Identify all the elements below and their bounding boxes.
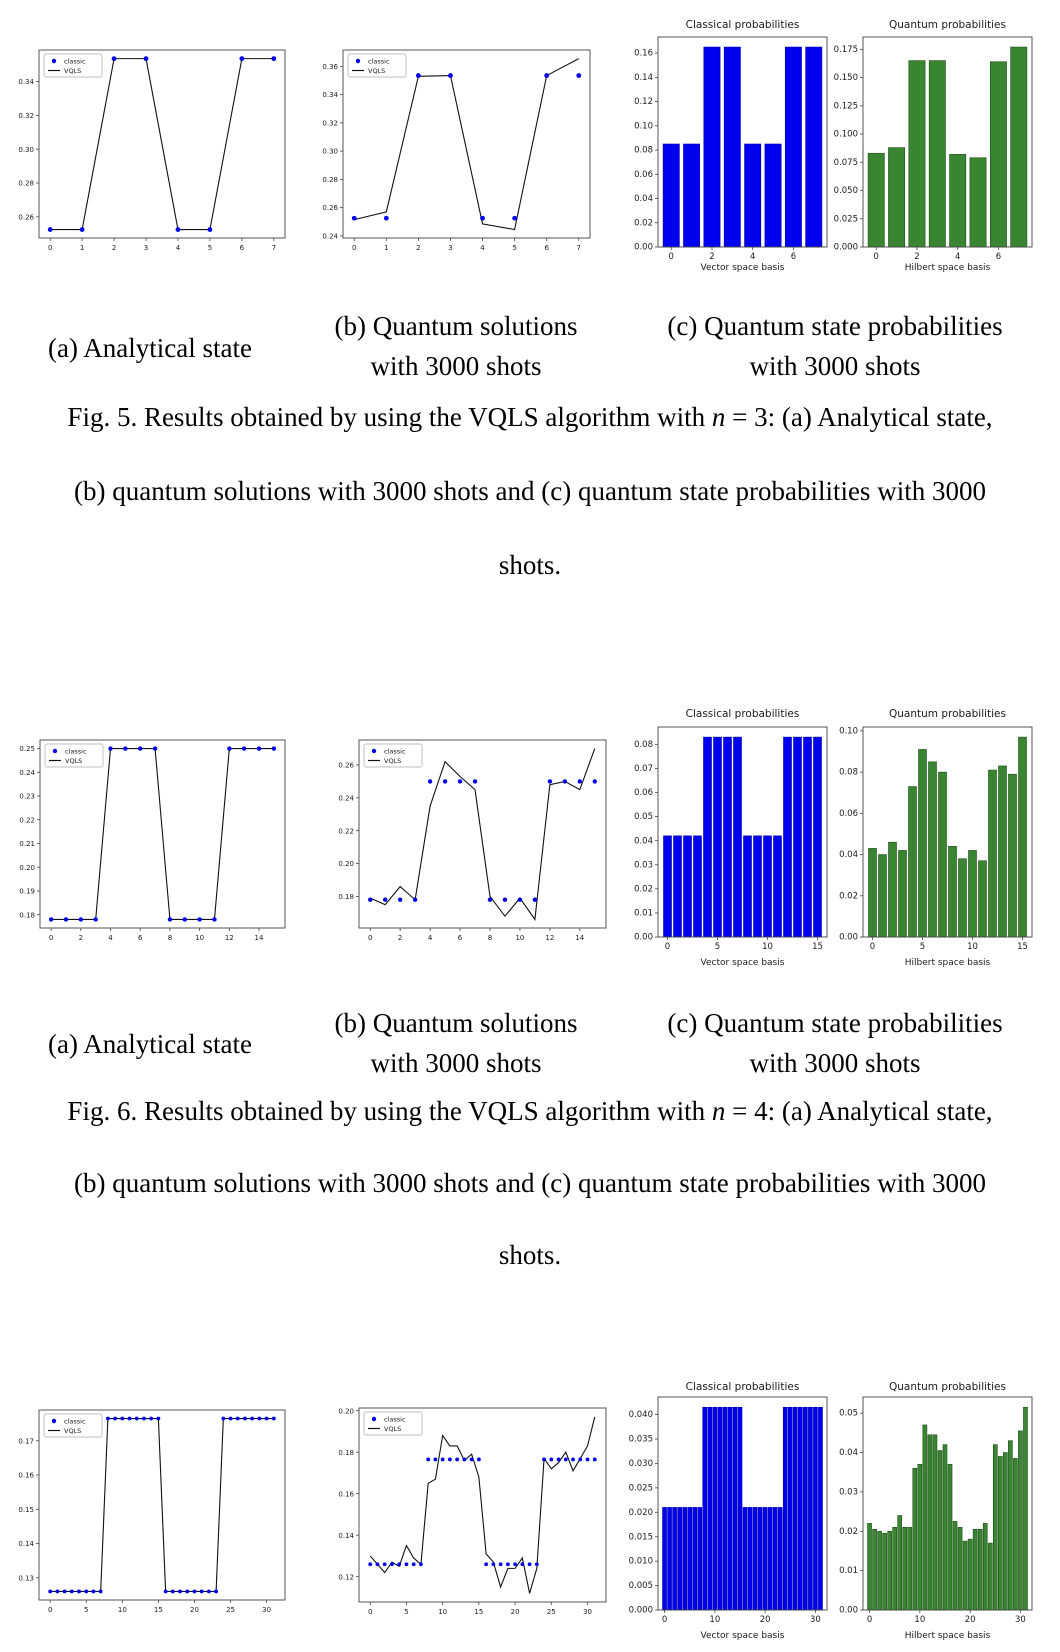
svg-text:10: 10 (438, 1608, 448, 1616)
svg-text:0.025: 0.025 (628, 1483, 653, 1494)
svg-text:VQLS: VQLS (368, 67, 386, 75)
fig6-analytical-chart (2, 668, 294, 968)
svg-text:0.34: 0.34 (322, 91, 338, 100)
svg-text:0.00: 0.00 (839, 932, 858, 943)
fig5-classical-probabilities-chart (600, 8, 840, 276)
svg-text:15: 15 (153, 1606, 163, 1614)
svg-text:Quantum probabilities: Quantum probabilities (888, 708, 1007, 720)
svg-text:Quantum probabilities: Quantum probabilities (888, 1381, 1007, 1393)
svg-text:0.035: 0.035 (628, 1434, 653, 1445)
fig7-quantum-solutions-chart (316, 1380, 610, 1652)
svg-text:0.24: 0.24 (19, 768, 35, 777)
fig5-subcaption-b-line2: with 3000 shots (370, 351, 542, 381)
svg-text:0.125: 0.125 (833, 101, 858, 112)
svg-text:classic: classic (368, 57, 390, 66)
svg-text:7: 7 (271, 244, 277, 252)
svg-text:0.175: 0.175 (833, 44, 858, 55)
fig6-classical-probabilities-chart (600, 668, 840, 978)
svg-text:0.36: 0.36 (322, 62, 338, 71)
svg-text:0.26: 0.26 (322, 204, 338, 213)
svg-text:0.02: 0.02 (839, 1526, 858, 1537)
svg-text:0.34: 0.34 (18, 78, 34, 87)
svg-text:0.20: 0.20 (19, 863, 35, 872)
svg-text:0.12: 0.12 (634, 97, 653, 108)
svg-text:0: 0 (48, 934, 54, 942)
svg-text:30: 30 (1015, 1615, 1026, 1625)
fig5-caption-line2: (b) quantum solutions with 3000 shots and (c) quantum state probabilities with 3000 (74, 476, 986, 506)
svg-text:0: 0 (661, 1615, 668, 1625)
svg-text:0.16: 0.16 (634, 48, 653, 59)
fig6-caption-line1-suffix: = 4: (a) Analytical state, (725, 1096, 993, 1126)
svg-text:5: 5 (714, 942, 721, 952)
svg-text:14: 14 (575, 934, 585, 942)
svg-text:12: 12 (224, 934, 234, 942)
svg-text:2: 2 (914, 252, 920, 262)
svg-text:0: 0 (668, 252, 674, 262)
svg-text:0.22: 0.22 (19, 816, 35, 825)
svg-text:Vector space basis: Vector space basis (700, 1631, 785, 1641)
svg-text:0.22: 0.22 (338, 827, 354, 836)
svg-text:0.015: 0.015 (628, 1532, 653, 1543)
fig5-subcaption-a (0, 306, 300, 368)
fig6-subcaption-b (300, 1003, 612, 1083)
svg-text:0.18: 0.18 (338, 1448, 354, 1457)
svg-text:0.20: 0.20 (338, 860, 354, 869)
fig7-quantum-probabilities-chart (810, 1380, 1060, 1652)
svg-text:2: 2 (397, 934, 403, 942)
fig6-caption-variable: n (711, 1096, 726, 1126)
svg-text:3: 3 (448, 244, 453, 252)
svg-text:0.150: 0.150 (833, 73, 858, 84)
fig7-analytical-chart (2, 1380, 294, 1652)
svg-text:0: 0 (664, 942, 671, 952)
svg-text:0.24: 0.24 (322, 232, 338, 241)
svg-text:0.18: 0.18 (19, 911, 35, 920)
fig5-quantum-solutions-chart (300, 8, 594, 270)
svg-text:4: 4 (480, 244, 485, 252)
fig5-analytical-chart (2, 8, 294, 270)
svg-text:0: 0 (869, 942, 876, 952)
svg-text:10: 10 (515, 934, 525, 942)
svg-text:VQLS: VQLS (384, 757, 402, 765)
svg-text:4: 4 (427, 934, 433, 942)
svg-text:20: 20 (190, 1606, 199, 1614)
svg-text:0.28: 0.28 (322, 175, 338, 184)
svg-text:0.000: 0.000 (628, 1605, 653, 1616)
svg-text:Vector space basis: Vector space basis (700, 958, 785, 968)
svg-text:Classical probabilities: Classical probabilities (685, 1381, 800, 1393)
svg-text:0.06: 0.06 (839, 808, 858, 819)
svg-text:Hilbert space basis: Hilbert space basis (904, 263, 991, 273)
svg-text:5: 5 (404, 1608, 409, 1616)
svg-text:0.08: 0.08 (634, 145, 653, 156)
svg-text:0.04: 0.04 (839, 1448, 858, 1459)
svg-text:6: 6 (995, 252, 1002, 262)
fig5-subcaption-c-line1: (c) Quantum state probabilities (667, 311, 1003, 341)
svg-text:30: 30 (262, 1606, 272, 1614)
svg-text:0.02: 0.02 (634, 218, 653, 229)
svg-text:0.05: 0.05 (634, 812, 653, 823)
fig5-subcaption-a-text: (a) Analytical state (48, 333, 252, 363)
svg-text:0.00: 0.00 (839, 1605, 858, 1616)
svg-text:5: 5 (919, 942, 926, 952)
svg-text:0.21: 0.21 (19, 840, 35, 849)
fig5-caption-line1 (0, 402, 1060, 433)
svg-text:6: 6 (137, 934, 143, 942)
svg-text:0.14: 0.14 (634, 72, 653, 83)
svg-text:12: 12 (545, 934, 555, 942)
fig6-quantum-solutions-chart (316, 668, 610, 968)
svg-text:30: 30 (810, 1615, 821, 1625)
fig5-subcaption-c-line2: with 3000 shots (749, 351, 921, 381)
svg-text:0.28: 0.28 (18, 179, 34, 188)
svg-text:0.25: 0.25 (19, 745, 35, 754)
svg-text:classic: classic (64, 1417, 86, 1426)
fig6-caption-line1-prefix: Fig. 6. Results obtained by using the VQLS algorithm with (67, 1096, 712, 1126)
svg-text:0.18: 0.18 (338, 893, 354, 902)
fig5-caption-line1-suffix: = 3: (a) Analytical state, (725, 402, 993, 432)
svg-text:0.02: 0.02 (839, 891, 858, 902)
fig7-classical-probabilities-chart (600, 1380, 840, 1652)
fig6-subcaption-b-line1: (b) Quantum solutions (334, 1008, 578, 1038)
fig5-caption-variable: n (711, 402, 726, 432)
svg-text:0.075: 0.075 (833, 157, 858, 168)
svg-text:0.20: 0.20 (338, 1407, 354, 1416)
svg-text:0.030: 0.030 (628, 1459, 653, 1470)
fig5-subcaption-c (612, 306, 1058, 386)
svg-text:Vector space basis: Vector space basis (700, 263, 785, 273)
svg-text:0: 0 (47, 1606, 53, 1614)
svg-text:15: 15 (1017, 942, 1028, 952)
svg-text:Hilbert space basis: Hilbert space basis (904, 958, 991, 968)
svg-text:0.000: 0.000 (833, 242, 858, 253)
svg-text:0.10: 0.10 (839, 726, 858, 737)
svg-text:6: 6 (239, 244, 245, 252)
svg-text:7: 7 (576, 244, 582, 252)
svg-text:0.100: 0.100 (833, 129, 858, 140)
svg-text:classic: classic (384, 1415, 406, 1424)
svg-text:0.17: 0.17 (18, 1437, 34, 1446)
svg-text:6: 6 (544, 244, 549, 252)
svg-text:0.07: 0.07 (634, 764, 653, 775)
svg-text:2: 2 (111, 244, 117, 252)
svg-text:1: 1 (79, 244, 85, 252)
fig6-caption-line1 (0, 1096, 1060, 1127)
fig6-subcaption-c (612, 1003, 1058, 1083)
svg-text:8: 8 (167, 934, 173, 942)
svg-text:2: 2 (709, 252, 715, 262)
svg-text:Classical probabilities: Classical probabilities (685, 19, 800, 31)
svg-text:VQLS: VQLS (64, 67, 82, 75)
svg-text:0.00: 0.00 (634, 242, 653, 253)
svg-text:0.08: 0.08 (634, 739, 653, 750)
svg-text:0.26: 0.26 (338, 761, 354, 770)
fig6-subcaption-a (0, 1003, 300, 1064)
svg-text:5: 5 (512, 244, 517, 252)
svg-text:5: 5 (207, 244, 213, 252)
svg-text:14: 14 (254, 934, 264, 942)
svg-text:Quantum probabilities: Quantum probabilities (888, 19, 1007, 31)
svg-text:0.13: 0.13 (18, 1574, 34, 1583)
svg-text:2: 2 (416, 244, 421, 252)
svg-text:0.26: 0.26 (18, 213, 34, 222)
fig6-subcaption-b-line2: with 3000 shots (370, 1048, 542, 1078)
svg-text:0.02: 0.02 (634, 884, 653, 895)
svg-text:4: 4 (749, 252, 756, 262)
svg-text:0.04: 0.04 (634, 836, 653, 847)
svg-text:6: 6 (457, 934, 463, 942)
svg-text:0.32: 0.32 (322, 119, 338, 128)
svg-text:Classical probabilities: Classical probabilities (685, 708, 800, 720)
svg-text:0.10: 0.10 (634, 121, 653, 132)
svg-text:0: 0 (47, 244, 53, 252)
svg-text:15: 15 (474, 1608, 484, 1616)
svg-text:0.00: 0.00 (634, 932, 653, 943)
svg-text:15: 15 (812, 942, 823, 952)
svg-text:0.025: 0.025 (833, 214, 858, 225)
svg-text:0.020: 0.020 (628, 1507, 653, 1518)
svg-text:0.01: 0.01 (634, 908, 653, 919)
svg-text:2: 2 (78, 934, 84, 942)
fig5-caption-line1-prefix: Fig. 5. Results obtained by using the VQLS algorithm with (67, 402, 712, 432)
svg-text:0: 0 (367, 934, 373, 942)
svg-text:8: 8 (487, 934, 493, 942)
svg-text:0.03: 0.03 (839, 1487, 858, 1498)
svg-text:5: 5 (84, 1606, 89, 1614)
svg-text:0.15: 0.15 (18, 1505, 34, 1514)
svg-text:0.050: 0.050 (833, 186, 858, 197)
fig6-quantum-probabilities-chart (810, 668, 1060, 978)
svg-text:4: 4 (108, 934, 113, 942)
svg-text:0.14: 0.14 (18, 1540, 34, 1549)
svg-text:20: 20 (759, 1615, 771, 1625)
svg-text:0.32: 0.32 (18, 111, 34, 120)
svg-text:4: 4 (175, 244, 181, 252)
svg-text:10: 10 (914, 1615, 926, 1625)
svg-text:10: 10 (709, 1615, 721, 1625)
svg-text:0.06: 0.06 (634, 788, 653, 799)
svg-text:0.010: 0.010 (628, 1556, 653, 1567)
svg-text:0.30: 0.30 (322, 147, 338, 156)
svg-text:0.06: 0.06 (634, 169, 653, 180)
fig5-subcaption-b (300, 306, 612, 386)
svg-text:0: 0 (866, 1615, 873, 1625)
svg-text:0.01: 0.01 (839, 1566, 858, 1577)
svg-text:0: 0 (367, 1608, 373, 1616)
svg-text:0.03: 0.03 (634, 860, 653, 871)
fig6-caption-line3: shots. (498, 1240, 562, 1270)
svg-text:VQLS: VQLS (384, 1425, 402, 1433)
svg-text:25: 25 (546, 1608, 556, 1616)
svg-text:classic: classic (384, 747, 406, 756)
svg-text:0.23: 0.23 (19, 792, 35, 801)
svg-text:10: 10 (117, 1606, 127, 1614)
svg-text:0.16: 0.16 (18, 1471, 34, 1480)
svg-text:0.12: 0.12 (338, 1573, 354, 1582)
svg-text:25: 25 (226, 1606, 235, 1614)
svg-text:6: 6 (790, 252, 797, 262)
svg-text:0.24: 0.24 (338, 794, 354, 803)
fig6-caption-line2: (b) quantum solutions with 3000 shots and (c) quantum state probabilities with 3000 (74, 1168, 986, 1198)
svg-text:20: 20 (510, 1608, 520, 1616)
svg-text:0.08: 0.08 (839, 767, 858, 778)
fig6-subcaption-c-line2: with 3000 shots (749, 1048, 921, 1078)
svg-text:0.19: 0.19 (19, 887, 35, 896)
svg-text:10: 10 (762, 942, 773, 952)
svg-text:0.04: 0.04 (634, 194, 653, 205)
fig5-subcaption-b-line1: (b) Quantum solutions (334, 311, 578, 341)
svg-text:20: 20 (964, 1615, 976, 1625)
svg-text:classic: classic (65, 747, 87, 756)
svg-text:10: 10 (195, 934, 205, 942)
svg-text:classic: classic (64, 57, 86, 66)
fig6-subcaption-a-text: (a) Analytical state (48, 1029, 252, 1059)
svg-text:0: 0 (873, 252, 879, 262)
svg-text:0.30: 0.30 (18, 145, 34, 154)
svg-text:4: 4 (954, 252, 961, 262)
svg-text:0.16: 0.16 (338, 1490, 354, 1499)
svg-text:1: 1 (384, 244, 389, 252)
fig5-quantum-probabilities-chart (810, 8, 1060, 276)
svg-text:3: 3 (143, 244, 149, 252)
fig5-caption-line3: shots. (498, 550, 562, 580)
svg-text:0.005: 0.005 (628, 1581, 653, 1592)
svg-text:0.05: 0.05 (839, 1408, 858, 1419)
svg-text:0.04: 0.04 (839, 850, 858, 861)
fig6-subcaption-c-line1: (c) Quantum state probabilities (667, 1008, 1003, 1038)
svg-text:VQLS: VQLS (64, 1427, 82, 1435)
svg-text:VQLS: VQLS (65, 757, 83, 765)
svg-text:0.040: 0.040 (628, 1410, 653, 1421)
svg-text:0: 0 (351, 244, 357, 252)
svg-text:30: 30 (583, 1608, 592, 1616)
svg-text:10: 10 (967, 942, 978, 952)
svg-text:Hilbert space basis: Hilbert space basis (904, 1631, 991, 1641)
svg-text:0.14: 0.14 (338, 1531, 354, 1540)
